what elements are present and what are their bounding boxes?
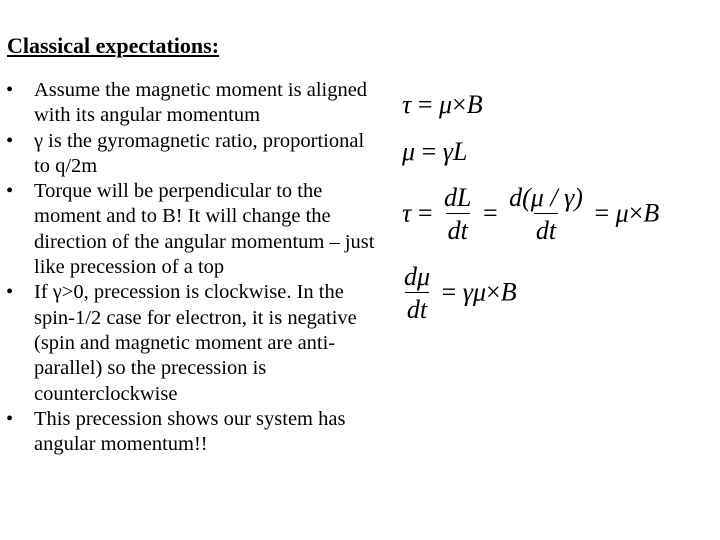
precession-equation [402,262,517,327]
eq-operator: = [417,198,433,228]
eq-operator: = [482,198,498,228]
bullet-text: Assume the magnetic moment is aligned with its angular momentum [34,79,368,127]
bullet-list [6,78,384,457]
eq-symbol: γL [442,137,468,166]
eq-symbol: μ [402,137,416,166]
eq-operator: = [594,198,610,228]
bullet-dot: • [6,180,14,203]
eq-operator: × [452,90,467,119]
bullet-dot: • [6,79,14,101]
torque-equation [402,90,483,120]
fraction-denominator: dt [534,213,558,248]
eq-symbol: τ [402,90,412,119]
bullet-item [6,280,384,406]
eq-operator: = [417,90,433,119]
fraction-dmu-gamma-dt [507,183,585,248]
fraction-dl-dt [442,183,473,248]
fraction-numerator: d(μ / γ) [509,183,583,212]
torque-derivative-equation [402,183,659,248]
bullet-item [6,407,384,458]
bullet-item [6,78,384,129]
eq-symbol: γμ [462,277,487,307]
eq-symbol: τ [402,198,412,228]
bullet-text: This precession shows our system has angular momentum!! [34,407,346,456]
fraction-numerator: dL [443,183,472,212]
eq-operator: × [486,277,501,307]
fraction-dmu-dt [402,262,432,327]
bullet-text: γ is the gyromagnetic ratio, proportional to q/2m [34,129,365,177]
eq-symbol: μ [438,90,453,119]
bullet-item [6,179,384,280]
bullet-text: If γ>0, precession is clockwise. In the spin-1/2 case for electron, it is negative (spin and magnetic moment are anti-parallel) so the precession is counterclockwise [34,281,357,405]
fraction-denominator: dt [405,292,429,327]
bullet-item [6,129,384,180]
slide-title: Classical expectations: [7,33,220,58]
eq-operator: = [441,277,457,307]
eq-symbol: μ [615,198,629,228]
fraction-denominator: dt [446,213,470,248]
fraction-numerator: dμ [404,262,431,291]
bullet-dot: • [6,129,14,152]
bullet-dot: • [6,281,14,304]
eq-symbol: B [643,198,660,228]
eq-symbol: B [466,90,483,119]
eq-symbol: B [500,277,517,307]
eq-operator: = [421,137,437,166]
moment-equation [402,137,467,167]
bullet-text: Torque will be perpendicular to the moment and to B! It will change the direction of the angular momentum – just like precession of a top [34,180,375,279]
bullet-dot: • [6,407,14,430]
eq-operator: × [628,198,644,228]
